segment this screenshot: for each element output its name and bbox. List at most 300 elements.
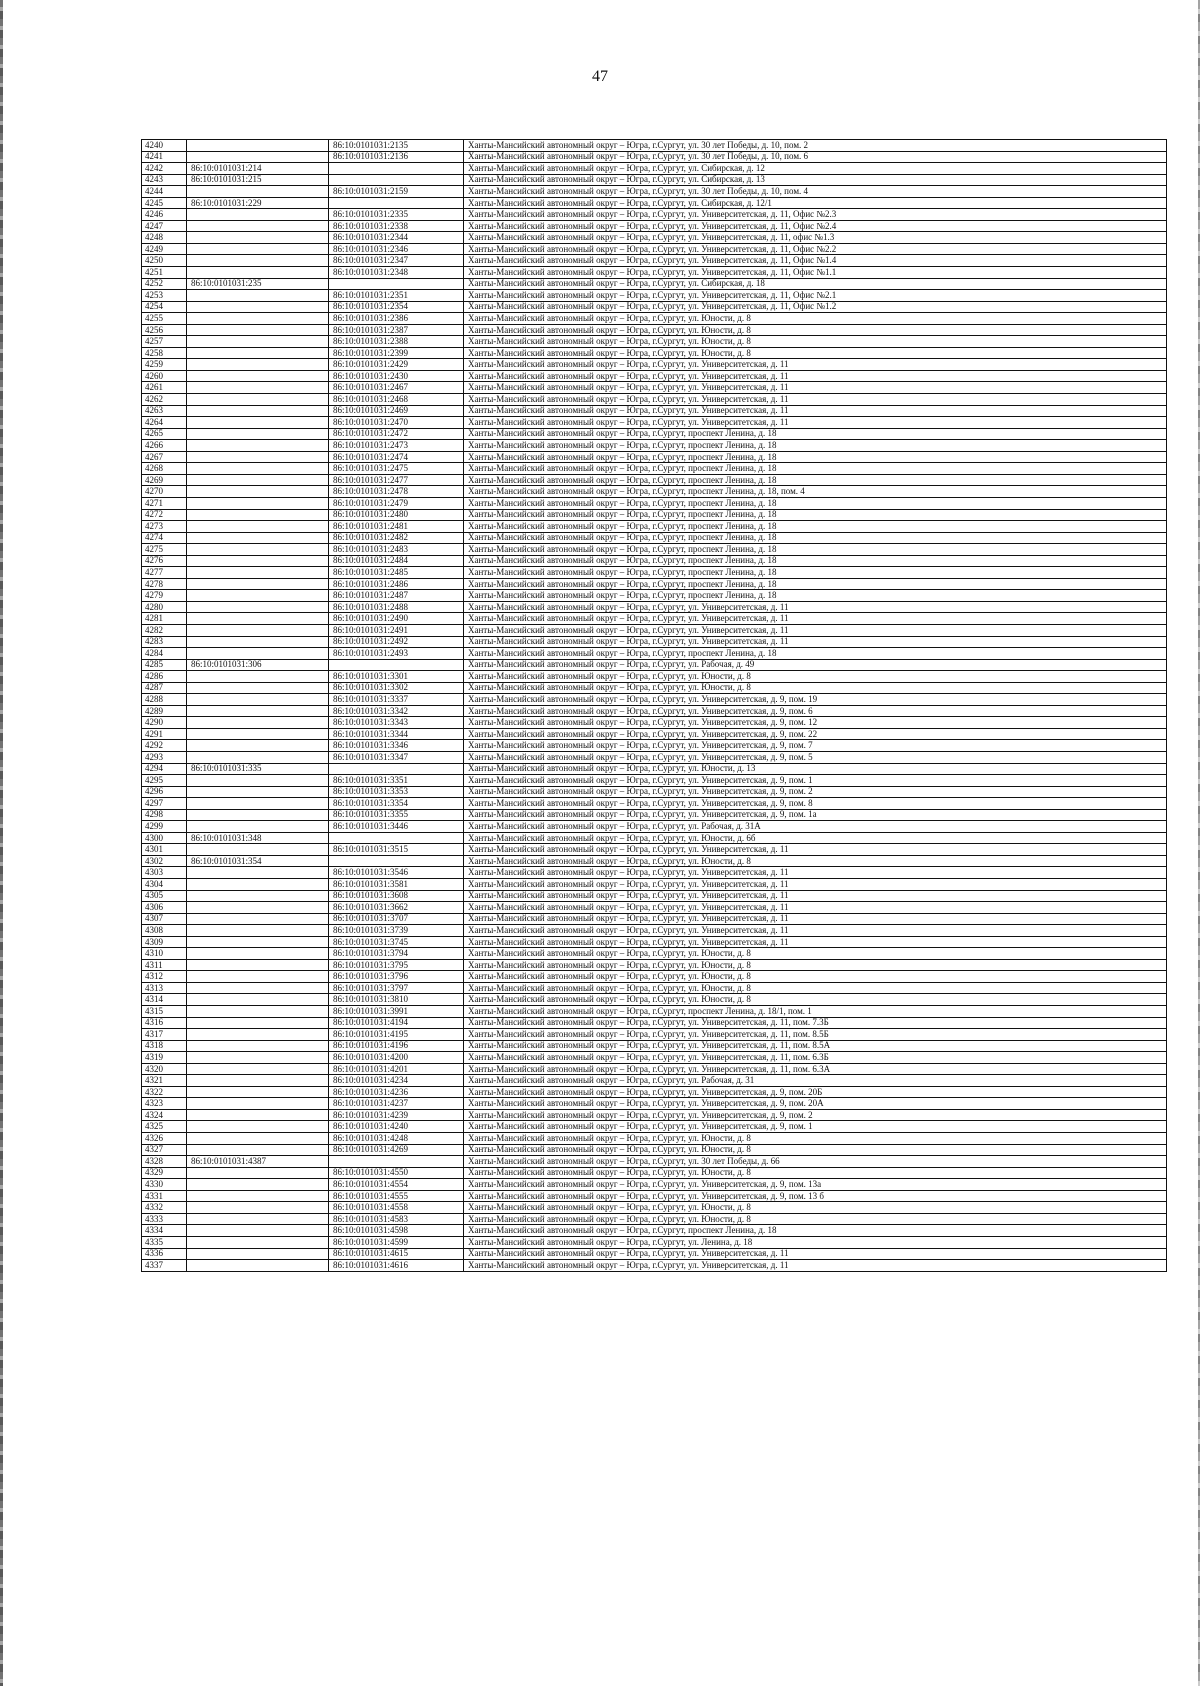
row-number-cell: 4255 (142, 313, 187, 325)
row-number-cell: 4333 (142, 1213, 187, 1225)
address-cell: Ханты-Мансийский автономный округ – Югра, г.Сургут, ул. Университетская, д. 9, пом. 6 (464, 705, 1167, 717)
premises-number-cell: 86:10:0101031:4248 (329, 1133, 464, 1145)
address-cell: Ханты-Мансийский автономный округ – Югра, г.Сургут, проспект Ленина, д. 18 (464, 521, 1167, 533)
row-number-cell: 4327 (142, 1144, 187, 1156)
address-cell: Ханты-Мансийский автономный округ – Югра, г.Сургут, ул. Юности, д. 8 (464, 313, 1167, 325)
table-row (142, 1121, 1167, 1133)
land-parcel-number-cell (187, 590, 329, 602)
row-number-cell: 4291 (142, 728, 187, 740)
row-number-cell: 4244 (142, 186, 187, 198)
row-number-cell: 4299 (142, 821, 187, 833)
address-cell: Ханты-Мансийский автономный округ – Югра, г.Сургут, ул. Университетская, д. 11, Офис №2.1 (464, 290, 1167, 302)
land-parcel-number-cell (187, 1006, 329, 1018)
address-cell: Ханты-Мансийский автономный округ – Югра, г.Сургут, проспект Ленина, д. 18 (464, 451, 1167, 463)
row-number-cell: 4265 (142, 428, 187, 440)
row-number-cell: 4336 (142, 1248, 187, 1260)
row-number-cell: 4330 (142, 1179, 187, 1191)
address-cell: Ханты-Мансийский автономный округ – Югра, г.Сургут, ул. Университетская, д. 9, пом. 1 (464, 775, 1167, 787)
row-number-cell: 4253 (142, 290, 187, 302)
land-parcel-number-cell (187, 879, 329, 891)
land-parcel-number-cell (187, 1225, 329, 1237)
address-cell: Ханты-Мансийский автономный округ – Югра, г.Сургут, ул. Рабочая, д. 31 (464, 1075, 1167, 1087)
table-row (142, 243, 1167, 255)
table-row (142, 1075, 1167, 1087)
premises-number-cell: 86:10:0101031:3337 (329, 694, 464, 706)
table-row (142, 671, 1167, 683)
row-number-cell: 4249 (142, 243, 187, 255)
table-row (142, 1179, 1167, 1191)
address-cell: Ханты-Мансийский автономный округ – Югра, г.Сургут, проспект Ленина, д. 18 (464, 440, 1167, 452)
premises-number-cell: 86:10:0101031:3796 (329, 971, 464, 983)
row-number-cell: 4251 (142, 267, 187, 279)
table-row (142, 1040, 1167, 1052)
land-parcel-number-cell (187, 544, 329, 556)
row-number-cell: 4269 (142, 474, 187, 486)
address-cell: Ханты-Мансийский автономный округ – Югра, г.Сургут, ул. Университетская, д. 9, пом. 13 б (464, 1190, 1167, 1202)
land-parcel-number-cell (187, 1190, 329, 1202)
table-row (142, 405, 1167, 417)
premises-number-cell (329, 855, 464, 867)
land-parcel-number-cell: 86:10:0101031:335 (187, 763, 329, 775)
land-parcel-number-cell (187, 267, 329, 279)
table-row (142, 705, 1167, 717)
table-row (142, 209, 1167, 221)
address-cell: Ханты-Мансийский автономный округ – Югра, г.Сургут, проспект Ленина, д. 18 (464, 567, 1167, 579)
premises-number-cell: 86:10:0101031:4554 (329, 1179, 464, 1191)
land-parcel-number-cell (187, 671, 329, 683)
land-parcel-number-cell (187, 982, 329, 994)
land-parcel-number-cell (187, 555, 329, 567)
land-parcel-number-cell (187, 451, 329, 463)
land-parcel-number-cell (187, 751, 329, 763)
land-parcel-number-cell (187, 775, 329, 787)
premises-number-cell (329, 278, 464, 290)
row-number-cell: 4254 (142, 301, 187, 313)
row-number-cell: 4264 (142, 417, 187, 429)
table-row (142, 821, 1167, 833)
row-number-cell: 4319 (142, 1052, 187, 1064)
premises-number-cell: 86:10:0101031:3354 (329, 798, 464, 810)
premises-number-cell: 86:10:0101031:3344 (329, 728, 464, 740)
premises-number-cell: 86:10:0101031:2480 (329, 509, 464, 521)
address-cell: Ханты-Мансийский автономный округ – Югра, г.Сургут, ул. Университетская, д. 11, пом. 7.3Б (464, 1017, 1167, 1029)
land-parcel-number-cell (187, 740, 329, 752)
premises-number-cell: 86:10:0101031:2488 (329, 601, 464, 613)
table-row (142, 486, 1167, 498)
row-number-cell: 4243 (142, 174, 187, 186)
land-parcel-number-cell (187, 474, 329, 486)
row-number-cell: 4304 (142, 879, 187, 891)
land-parcel-number-cell (187, 994, 329, 1006)
land-parcel-number-cell (187, 890, 329, 902)
premises-number-cell: 86:10:0101031:2347 (329, 255, 464, 267)
land-parcel-number-cell (187, 532, 329, 544)
address-cell: Ханты-Мансийский автономный округ – Югра, г.Сургут, проспект Ленина, д. 18 (464, 544, 1167, 556)
row-number-cell: 4326 (142, 1133, 187, 1145)
row-number-cell: 4247 (142, 220, 187, 232)
row-number-cell: 4284 (142, 648, 187, 660)
address-cell: Ханты-Мансийский автономный округ – Югра, г.Сургут, ул. Университетская, д. 11 (464, 613, 1167, 625)
land-parcel-number-cell (187, 313, 329, 325)
land-parcel-number-cell (187, 913, 329, 925)
land-parcel-number-cell (187, 682, 329, 694)
table-row (142, 1248, 1167, 1260)
table-row (142, 1156, 1167, 1168)
address-cell: Ханты-Мансийский автономный округ – Югра, г.Сургут, ул. Университетская, д. 11, Офис №1.4 (464, 255, 1167, 267)
row-number-cell: 4278 (142, 578, 187, 590)
land-parcel-number-cell (187, 417, 329, 429)
address-cell: Ханты-Мансийский автономный округ – Югра, г.Сургут, ул. Университетская, д. 9, пом. 20А (464, 1098, 1167, 1110)
row-number-cell: 4241 (142, 151, 187, 163)
row-number-cell: 4281 (142, 613, 187, 625)
premises-number-cell: 86:10:0101031:3810 (329, 994, 464, 1006)
premises-number-cell: 86:10:0101031:2469 (329, 405, 464, 417)
row-number-cell: 4256 (142, 324, 187, 336)
table-row (142, 497, 1167, 509)
premises-number-cell: 86:10:0101031:3515 (329, 844, 464, 856)
table-row (142, 1213, 1167, 1225)
address-cell: Ханты-Мансийский автономный округ – Югра, г.Сургут, ул. Университетская, д. 9, пом. 22 (464, 728, 1167, 740)
premises-number-cell: 86:10:0101031:4196 (329, 1040, 464, 1052)
land-parcel-number-cell (187, 936, 329, 948)
land-parcel-number-cell (187, 578, 329, 590)
row-number-cell: 4301 (142, 844, 187, 856)
premises-number-cell: 86:10:0101031:2477 (329, 474, 464, 486)
address-cell: Ханты-Мансийский автономный округ – Югра, г.Сургут, ул. 30 лет Победы, д. 66 (464, 1156, 1167, 1168)
row-number-cell: 4289 (142, 705, 187, 717)
land-parcel-number-cell (187, 382, 329, 394)
row-number-cell: 4266 (142, 440, 187, 452)
row-number-cell: 4283 (142, 636, 187, 648)
premises-number-cell: 86:10:0101031:3346 (329, 740, 464, 752)
land-parcel-number-cell (187, 809, 329, 821)
land-parcel-number-cell: 86:10:0101031:348 (187, 832, 329, 844)
address-cell: Ханты-Мансийский автономный округ – Югра, г.Сургут, проспект Ленина, д. 18 (464, 578, 1167, 590)
row-number-cell: 4267 (142, 451, 187, 463)
address-cell: Ханты-Мансийский автономный округ – Югра, г.Сургут, ул. Рабочая, д. 49 (464, 659, 1167, 671)
premises-number-cell: 86:10:0101031:3351 (329, 775, 464, 787)
land-parcel-number-cell (187, 1260, 329, 1272)
address-cell: Ханты-Мансийский автономный округ – Югра, г.Сургут, ул. Юности, д. 8 (464, 959, 1167, 971)
premises-number-cell: 86:10:0101031:3608 (329, 890, 464, 902)
table-row (142, 197, 1167, 209)
land-parcel-number-cell (187, 1248, 329, 1260)
land-parcel-number-cell (187, 959, 329, 971)
premises-number-cell: 86:10:0101031:3581 (329, 879, 464, 891)
address-cell: Ханты-Мансийский автономный округ – Югра, г.Сургут, ул. Университетская, д. 11 (464, 359, 1167, 371)
table-row (142, 428, 1167, 440)
table-row (142, 879, 1167, 891)
row-number-cell: 4321 (142, 1075, 187, 1087)
address-cell: Ханты-Мансийский автономный округ – Югра, г.Сургут, ул. Университетская, д. 11 (464, 867, 1167, 879)
address-cell: Ханты-Мансийский автономный округ – Югра, г.Сургут, проспект Ленина, д. 18 (464, 474, 1167, 486)
address-cell: Ханты-Мансийский автономный округ – Югра, г.Сургут, ул. Юности, д. 8 (464, 1202, 1167, 1214)
land-parcel-number-cell (187, 1040, 329, 1052)
land-parcel-number-cell (187, 705, 329, 717)
premises-number-cell (329, 1156, 464, 1168)
premises-number-cell (329, 197, 464, 209)
table-row (142, 717, 1167, 729)
row-number-cell: 4324 (142, 1109, 187, 1121)
address-cell: Ханты-Мансийский автономный округ – Югра, г.Сургут, ул. 30 лет Победы, д. 10, пом. 4 (464, 186, 1167, 198)
table-row (142, 694, 1167, 706)
address-cell: Ханты-Мансийский автономный округ – Югра, г.Сургут, ул. Университетская, д. 11, Офис №2.3 (464, 209, 1167, 221)
table-row (142, 659, 1167, 671)
row-number-cell: 4331 (142, 1190, 187, 1202)
address-cell: Ханты-Мансийский автономный округ – Югра, г.Сургут, ул. Университетская, д. 11 (464, 636, 1167, 648)
premises-number-cell: 86:10:0101031:2472 (329, 428, 464, 440)
land-parcel-number-cell (187, 209, 329, 221)
premises-number-cell: 86:10:0101031:2388 (329, 336, 464, 348)
table-row (142, 648, 1167, 660)
row-number-cell: 4274 (142, 532, 187, 544)
premises-number-cell: 86:10:0101031:3794 (329, 948, 464, 960)
land-parcel-number-cell (187, 347, 329, 359)
row-number-cell: 4246 (142, 209, 187, 221)
land-parcel-number-cell (187, 648, 329, 660)
premises-number-cell: 86:10:0101031:2429 (329, 359, 464, 371)
land-parcel-number-cell (187, 821, 329, 833)
row-number-cell: 4290 (142, 717, 187, 729)
row-number-cell: 4287 (142, 682, 187, 694)
row-number-cell: 4309 (142, 936, 187, 948)
land-parcel-number-cell (187, 624, 329, 636)
land-parcel-number-cell (187, 1213, 329, 1225)
address-cell: Ханты-Мансийский автономный округ – Югра, г.Сургут, ул. Университетская, д. 11 (464, 624, 1167, 636)
address-cell: Ханты-Мансийский автономный округ – Югра, г.Сургут, ул. Университетская, д. 11 (464, 370, 1167, 382)
row-number-cell: 4317 (142, 1029, 187, 1041)
address-cell: Ханты-Мансийский автономный округ – Югра, г.Сургут, ул. Сибирская, д. 13 (464, 174, 1167, 186)
land-parcel-number-cell (187, 1017, 329, 1029)
land-parcel-number-cell: 86:10:0101031:214 (187, 163, 329, 175)
table-row (142, 255, 1167, 267)
land-parcel-number-cell: 86:10:0101031:229 (187, 197, 329, 209)
land-parcel-number-cell (187, 1121, 329, 1133)
table-row (142, 624, 1167, 636)
premises-number-cell: 86:10:0101031:4598 (329, 1225, 464, 1237)
registry-table-container (141, 139, 1166, 1272)
land-parcel-number-cell (187, 255, 329, 267)
table-row (142, 474, 1167, 486)
table-row (142, 174, 1167, 186)
address-cell: Ханты-Мансийский автономный округ – Югра, г.Сургут, ул. Юности, д. 8 (464, 1167, 1167, 1179)
land-parcel-number-cell: 86:10:0101031:4387 (187, 1156, 329, 1168)
land-parcel-number-cell: 86:10:0101031:215 (187, 174, 329, 186)
table-row (142, 948, 1167, 960)
land-parcel-number-cell (187, 1236, 329, 1248)
premises-number-cell: 86:10:0101031:3446 (329, 821, 464, 833)
premises-number-cell: 86:10:0101031:2473 (329, 440, 464, 452)
row-number-cell: 4252 (142, 278, 187, 290)
address-cell: Ханты-Мансийский автономный округ – Югра, г.Сургут, проспект Ленина, д. 18, пом. 4 (464, 486, 1167, 498)
land-parcel-number-cell (187, 798, 329, 810)
premises-number-cell: 86:10:0101031:3546 (329, 867, 464, 879)
land-parcel-number-cell (187, 509, 329, 521)
land-parcel-number-cell (187, 1098, 329, 1110)
table-row (142, 290, 1167, 302)
premises-number-cell: 86:10:0101031:2159 (329, 186, 464, 198)
address-cell: Ханты-Мансийский автономный округ – Югра, г.Сургут, ул. Сибирская, д. 18 (464, 278, 1167, 290)
land-parcel-number-cell (187, 1179, 329, 1191)
land-parcel-number-cell (187, 728, 329, 740)
premises-number-cell: 86:10:0101031:2475 (329, 463, 464, 475)
land-parcel-number-cell (187, 359, 329, 371)
address-cell: Ханты-Мансийский автономный округ – Югра, г.Сургут, ул. Университетская, д. 11 (464, 902, 1167, 914)
table-row (142, 1109, 1167, 1121)
table-row (142, 163, 1167, 175)
table-row (142, 567, 1167, 579)
premises-number-cell: 86:10:0101031:2387 (329, 324, 464, 336)
row-number-cell: 4288 (142, 694, 187, 706)
page-number: 47 (592, 68, 608, 85)
table-row (142, 855, 1167, 867)
address-cell: Ханты-Мансийский автономный округ – Югра, г.Сургут, ул. Университетская, д. 11, пом. 8.5Б (464, 1029, 1167, 1041)
address-cell: Ханты-Мансийский автономный округ – Югра, г.Сургут, ул. Университетская, д. 11 (464, 1248, 1167, 1260)
address-cell: Ханты-Мансийский автономный округ – Югра, г.Сургут, ул. Университетская, д. 11 (464, 925, 1167, 937)
table-row (142, 220, 1167, 232)
land-parcel-number-cell (187, 1052, 329, 1064)
premises-number-cell: 86:10:0101031:4555 (329, 1190, 464, 1202)
land-parcel-number-cell (187, 948, 329, 960)
row-number-cell: 4279 (142, 590, 187, 602)
land-parcel-number-cell (187, 844, 329, 856)
row-number-cell: 4250 (142, 255, 187, 267)
table-row (142, 982, 1167, 994)
table-row (142, 601, 1167, 613)
premises-number-cell: 86:10:0101031:4200 (329, 1052, 464, 1064)
row-number-cell: 4296 (142, 786, 187, 798)
address-cell: Ханты-Мансийский автономный округ – Югра, г.Сургут, проспект Ленина, д. 18/1, пом. 1 (464, 1006, 1167, 1018)
table-row (142, 370, 1167, 382)
premises-number-cell: 86:10:0101031:4269 (329, 1144, 464, 1156)
premises-number-cell: 86:10:0101031:3795 (329, 959, 464, 971)
table-row (142, 994, 1167, 1006)
premises-number-cell: 86:10:0101031:2479 (329, 497, 464, 509)
row-number-cell: 4298 (142, 809, 187, 821)
table-row (142, 786, 1167, 798)
table-row (142, 313, 1167, 325)
premises-number-cell (329, 832, 464, 844)
address-cell: Ханты-Мансийский автономный округ – Югра, г.Сургут, ул. Университетская, д. 11 (464, 890, 1167, 902)
premises-number-cell: 86:10:0101031:2338 (329, 220, 464, 232)
land-parcel-number-cell: 86:10:0101031:306 (187, 659, 329, 671)
land-parcel-number-cell (187, 1109, 329, 1121)
row-number-cell: 4293 (142, 751, 187, 763)
address-cell: Ханты-Мансийский автономный округ – Югра, г.Сургут, ул. Университетская, д. 11, пом. 8.5А (464, 1040, 1167, 1052)
land-parcel-number-cell (187, 1063, 329, 1075)
row-number-cell: 4302 (142, 855, 187, 867)
address-cell: Ханты-Мансийский автономный округ – Югра, г.Сургут, ул. Университетская, д. 11 (464, 417, 1167, 429)
table-row (142, 798, 1167, 810)
row-number-cell: 4262 (142, 394, 187, 406)
address-cell: Ханты-Мансийский автономный округ – Югра, г.Сургут, ул. Юности, д. 8 (464, 994, 1167, 1006)
land-parcel-number-cell (187, 1202, 329, 1214)
row-number-cell: 4312 (142, 971, 187, 983)
table-row (142, 278, 1167, 290)
table-row (142, 394, 1167, 406)
table-row (142, 775, 1167, 787)
land-parcel-number-cell (187, 463, 329, 475)
premises-number-cell: 86:10:0101031:2348 (329, 267, 464, 279)
premises-number-cell: 86:10:0101031:2135 (329, 140, 464, 152)
row-number-cell: 4307 (142, 913, 187, 925)
premises-number-cell: 86:10:0101031:4237 (329, 1098, 464, 1110)
premises-number-cell: 86:10:0101031:2486 (329, 578, 464, 590)
row-number-cell: 4297 (142, 798, 187, 810)
premises-number-cell: 86:10:0101031:2346 (329, 243, 464, 255)
row-number-cell: 4240 (142, 140, 187, 152)
land-parcel-number-cell (187, 601, 329, 613)
row-number-cell: 4248 (142, 232, 187, 244)
premises-number-cell: 86:10:0101031:2335 (329, 209, 464, 221)
table-row (142, 1086, 1167, 1098)
row-number-cell: 4268 (142, 463, 187, 475)
premises-number-cell: 86:10:0101031:4616 (329, 1260, 464, 1272)
premises-number-cell: 86:10:0101031:3991 (329, 1006, 464, 1018)
land-parcel-number-cell (187, 1167, 329, 1179)
table-row (142, 336, 1167, 348)
land-parcel-number-cell: 86:10:0101031:235 (187, 278, 329, 290)
table-row (142, 1236, 1167, 1248)
premises-number-cell: 86:10:0101031:3355 (329, 809, 464, 821)
land-parcel-number-cell (187, 324, 329, 336)
land-parcel-number-cell (187, 243, 329, 255)
premises-number-cell: 86:10:0101031:2354 (329, 301, 464, 313)
address-cell: Ханты-Мансийский автономный округ – Югра, г.Сургут, проспект Ленина, д. 18 (464, 648, 1167, 660)
row-number-cell: 4308 (142, 925, 187, 937)
land-parcel-number-cell (187, 971, 329, 983)
land-parcel-number-cell (187, 567, 329, 579)
table-row (142, 1167, 1167, 1179)
premises-number-cell: 86:10:0101031:2386 (329, 313, 464, 325)
premises-number-cell: 86:10:0101031:4583 (329, 1213, 464, 1225)
land-parcel-number-cell (187, 405, 329, 417)
row-number-cell: 4294 (142, 763, 187, 775)
premises-number-cell: 86:10:0101031:3662 (329, 902, 464, 914)
address-cell: Ханты-Мансийский автономный округ – Югра, г.Сургут, ул. 30 лет Победы, д. 10, пом. 6 (464, 151, 1167, 163)
premises-number-cell: 86:10:0101031:4558 (329, 1202, 464, 1214)
land-parcel-number-cell (187, 428, 329, 440)
address-cell: Ханты-Мансийский автономный округ – Югра, г.Сургут, проспект Ленина, д. 18 (464, 509, 1167, 521)
address-cell: Ханты-Мансийский автономный округ – Югра, г.Сургут, ул. Университетская, д. 11 (464, 601, 1167, 613)
table-row (142, 417, 1167, 429)
row-number-cell: 4276 (142, 555, 187, 567)
address-cell: Ханты-Мансийский автономный округ – Югра, г.Сургут, ул. Университетская, д. 11 (464, 394, 1167, 406)
address-cell: Ханты-Мансийский автономный округ – Югра, г.Сургут, ул. Университетская, д. 11 (464, 405, 1167, 417)
premises-number-cell: 86:10:0101031:2492 (329, 636, 464, 648)
table-row (142, 613, 1167, 625)
premises-number-cell: 86:10:0101031:2470 (329, 417, 464, 429)
premises-number-cell: 86:10:0101031:2468 (329, 394, 464, 406)
table-row (142, 151, 1167, 163)
row-number-cell: 4270 (142, 486, 187, 498)
table-row (142, 1260, 1167, 1272)
premises-number-cell: 86:10:0101031:3745 (329, 936, 464, 948)
table-row (142, 636, 1167, 648)
row-number-cell: 4320 (142, 1063, 187, 1075)
address-cell: Ханты-Мансийский автономный округ – Югра, г.Сургут, ул. Университетская, д. 11 (464, 844, 1167, 856)
address-cell: Ханты-Мансийский автономный округ – Югра, г.Сургут, ул. Юности, д. 6б (464, 832, 1167, 844)
address-cell: Ханты-Мансийский автономный округ – Югра, г.Сургут, ул. Юности, д. 8 (464, 1144, 1167, 1156)
address-cell: Ханты-Мансийский автономный округ – Югра, г.Сургут, ул. Университетская, д. 9, пом. 2 (464, 786, 1167, 798)
land-parcel-number-cell (187, 613, 329, 625)
premises-number-cell: 86:10:0101031:3301 (329, 671, 464, 683)
table-row (142, 509, 1167, 521)
address-cell: Ханты-Мансийский автономный округ – Югра, г.Сургут, проспект Ленина, д. 18 (464, 1225, 1167, 1237)
registry-table (141, 139, 1167, 1272)
table-row (142, 1063, 1167, 1075)
premises-number-cell: 86:10:0101031:3739 (329, 925, 464, 937)
